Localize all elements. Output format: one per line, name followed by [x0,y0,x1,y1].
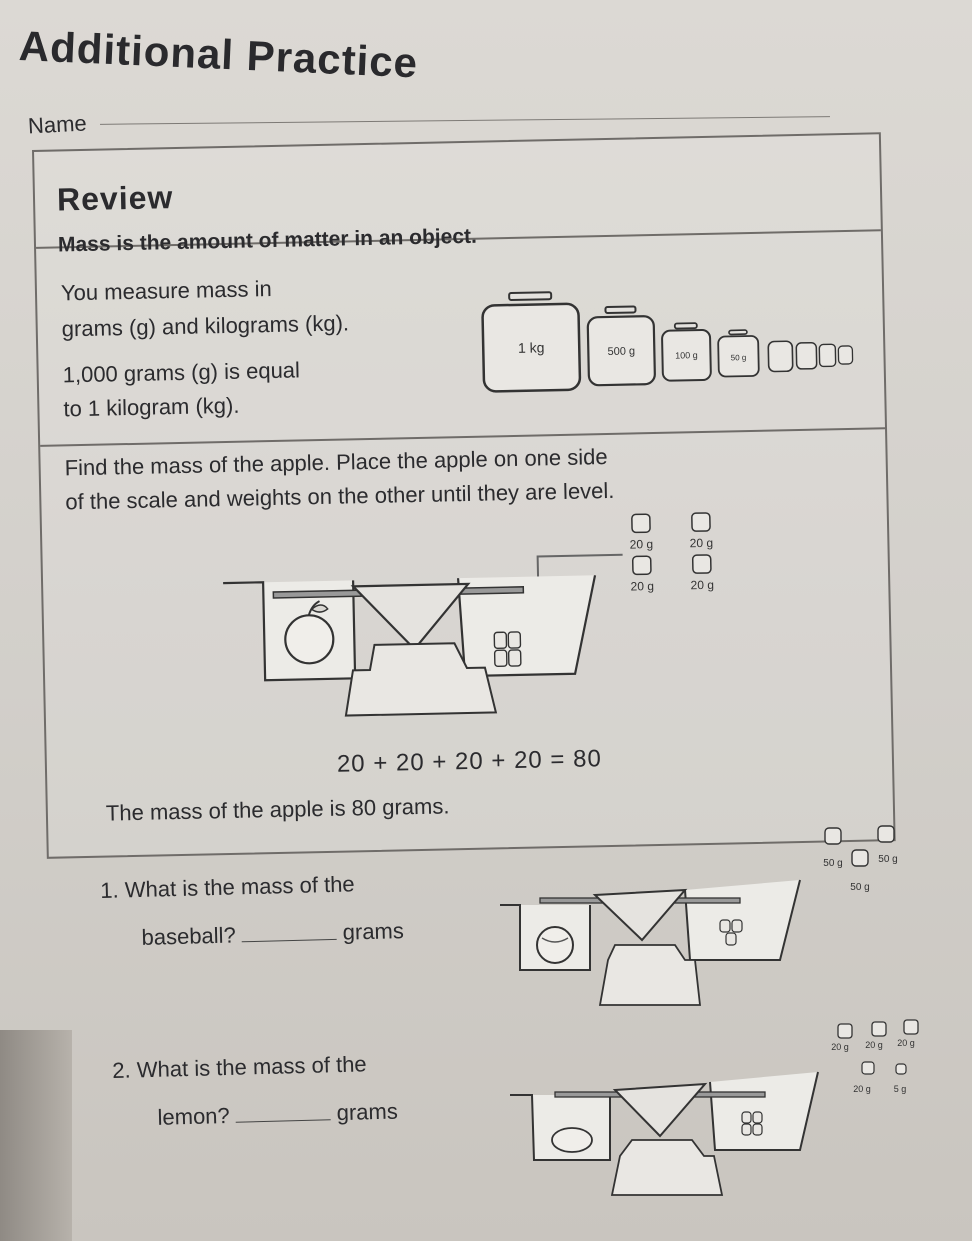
q1-right-pan [685,880,800,960]
review-title: Review [56,179,174,218]
q1-weight-label-1: 50 g [823,858,843,869]
example-equation: 20 + 20 + 20 + 20 = 80 [336,745,603,778]
example-weight-label-4: 20 g [690,577,715,593]
weight-50g [718,330,759,377]
weight-500g [587,306,655,385]
task-line-2: of the scale and weights on the other until they are level. [65,477,615,515]
q2-scale-pointer [615,1084,705,1136]
equivalence-line-2: to 1 kilogram (kg). [63,392,240,422]
scale-pointer [353,584,469,650]
question-1-balance-scale [490,820,920,1010]
example-balance-scale [202,502,766,734]
question-1-line-2: baseball? [141,922,237,950]
q2-scale-base [612,1140,722,1195]
task-line-1: Find the mass of the apple. Place the apple on one side [64,444,608,481]
question-2 [112,1051,398,1132]
weights-illustration [477,280,859,398]
question-2-line-1: What is the mass of the [136,1051,367,1083]
q2-weight-label-2: 20 g [865,1040,883,1050]
q1-weight-label-2: 50 g [878,854,898,865]
review-box [32,132,896,859]
q1-weight-2 [878,826,898,865]
example-weight-label-2: 20 g [689,535,714,551]
units-line-1: You measure mass in [60,276,272,306]
q2-weight-label-5: 5 g [893,1084,907,1094]
q2-weight-label-3: 20 g [897,1038,915,1048]
lemon-icon [552,1128,592,1152]
q1-scale-pointer [595,890,685,940]
name-field[interactable] [100,116,830,125]
question-2-number: 2. [112,1057,132,1083]
weight-label-500g: 500 g [607,345,636,358]
question-1-answer-blank[interactable] [242,939,337,942]
question-1-unit: grams [342,918,405,945]
example-weight-label-1: 20 g [629,537,654,552]
weight-label-100g: 100 g [675,350,698,361]
mass-definition: Mass is the amount of matter in an object. [57,224,478,257]
weight-label-1kg: 1 kg [517,339,545,356]
question-2-balance-scale [500,1010,940,1200]
example-weight-label-3: 20 g [630,579,655,594]
q2-weight-4 [853,1062,874,1094]
q2-weight-label-1: 20 g [831,1042,849,1052]
question-1-number: 1. [100,877,120,903]
q1-weight-1 [823,828,842,869]
q2-weight-label-4: 20 g [853,1084,871,1094]
weight-100g [662,323,711,381]
weight-label-50g: 50 g [730,353,747,363]
q1-weight-3 [850,850,869,893]
page-fold-shadow [0,1030,72,1241]
baseball-icon [537,927,573,963]
example-weight-2 [689,513,713,550]
question-2-unit: grams [336,1098,399,1126]
q2-weight-1 [831,1024,852,1052]
question-1-line-1: What is the mass of the [124,871,355,903]
q1-weight-label-3: 50 g [850,882,870,893]
q1-scale-base [600,945,700,1005]
question-1 [100,870,404,952]
equivalence-line-1: 1,000 grams (g) is equal [62,357,301,388]
page-title: Additional Practice [17,22,420,87]
units-section [36,249,885,447]
weight-1kg [482,292,580,392]
question-2-answer-blank[interactable] [236,1119,331,1122]
q2-right-pan [710,1072,818,1150]
name-label: Name [27,110,88,139]
q2-weight-5 [894,1064,907,1094]
example-weight-3 [630,556,654,593]
q2-weight-2 [865,1022,886,1050]
example-weight-1 [629,514,653,551]
small-weights [768,340,853,372]
example-conclusion: The mass of the apple is 80 grams. [105,793,450,826]
units-line-2: grams (g) and kilograms (kg). [61,310,350,342]
q2-weight-3 [897,1020,918,1048]
example-weight-4 [690,555,714,592]
question-2-line-2: lemon? [157,1102,231,1130]
